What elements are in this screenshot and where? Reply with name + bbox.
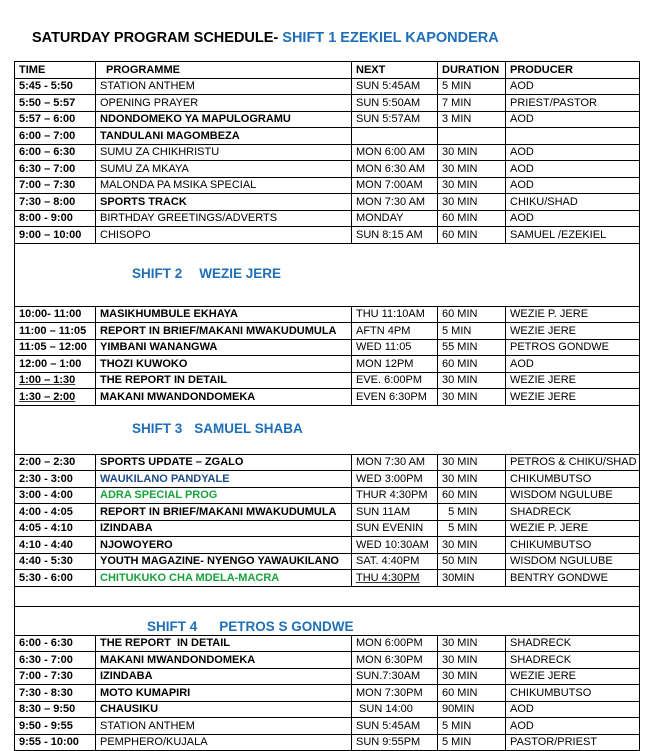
cell-duration: 30 MIN [438,537,506,554]
shift3-name: SAMUEL SHABA [194,421,303,436]
cell-programme: WAUKILANO PANDYALE [96,471,352,488]
table-row [15,227,640,244]
cell-programme: REPORT IN BRIEF/MAKANI MWAKUDUMULA [96,504,352,521]
table-row [15,356,640,373]
header-next: NEXT [352,62,438,79]
cell-next: WED 3:00PM [352,471,438,488]
cell-programme: YOUTH MAGAZINE- NYENGO YAWAUKILANO [96,553,352,570]
cell-duration: 30 MIN [438,454,506,471]
cell-duration: 30 MIN [438,161,506,178]
header-time: TIME [15,62,96,79]
cell-programme: SUMU ZA MKAYA [96,161,352,178]
cell-next: AFTN 4PM [352,323,438,340]
cell-next: THUR 4:30PM [352,487,438,504]
cell-programme: PEMPHERO/KUJALA [96,734,352,751]
cell-programme: MASIKHUMBULE EKHAYA [96,306,352,323]
table-row [15,194,640,211]
cell-next: SAT. 4:40PM [352,553,438,570]
cell-next: MON 7:30 AM [352,454,438,471]
cell-producer: WEZIE JERE [506,372,640,389]
cell-next: MONDAY [352,210,438,227]
cell-time: 3:00 - 4:00 [15,487,96,504]
cell-producer: PRIEST/PASTOR [506,95,640,112]
cell-next: MON 6:00 AM [352,144,438,161]
cell-time: 2:00 – 2:30 [15,454,96,471]
cell-next: SUN EVENIN [352,520,438,537]
cell-duration: 5 MIN [438,718,506,735]
cell-time: 8:30 – 9:50 [15,701,96,718]
table-row [15,95,640,112]
cell-producer: WEZIE P. JERE [506,520,640,537]
cell-programme: SUMU ZA CHIKHRISTU [96,144,352,161]
cell-producer: SHADRECK [506,635,640,652]
cell-duration: 30 MIN [438,652,506,669]
cell-producer: WEZIE JERE [506,389,640,406]
table-row [15,210,640,227]
cell-producer: WISDOM NGULUBE [506,553,640,570]
cell-duration: 30 MIN [438,177,506,194]
cell-producer: SHADRECK [506,504,640,521]
cell-time: 5:50 – 5:57 [15,95,96,112]
cell-duration: 30 MIN [438,668,506,685]
blank-cell [15,586,640,606]
cell-producer: SHADRECK [506,652,640,669]
cell-next: THU 11:10AM [352,306,438,323]
table-row [15,685,640,702]
cell-duration: 5 MIN [438,323,506,340]
cell-programme: YIMBANI WANANGWA [96,339,352,356]
table-row [15,635,640,652]
cell-time: 2:30 - 3:00 [15,471,96,488]
cell-producer: CHIKU/SHAD [506,194,640,211]
cell-time [15,389,96,406]
header-duration: DURATION [438,62,506,79]
header-programme: PROGRAMME [96,62,352,79]
cell-next [352,570,438,587]
cell-producer: PASTOR/PRIEST [506,734,640,751]
cell-duration: 30 MIN [438,635,506,652]
cell-duration: 60 MIN [438,210,506,227]
table-row [15,668,640,685]
shift4-name: PETROS S GONDWE [219,618,354,634]
table-row [15,111,640,128]
cell-next: WED 10:30AM [352,537,438,554]
cell-next: MON 6:00PM [352,635,438,652]
cell-next: SUN.7:30AM [352,668,438,685]
cell-time: 7:00 - 7:30 [15,668,96,685]
section-row-shift2 [15,243,640,306]
cell-duration: 90MIN [438,701,506,718]
shift2-heading [15,243,640,306]
cell-time: 7:30 – 8:00 [15,194,96,211]
cell-time [15,372,96,389]
cell-programme: CHITUKUKO CHA MDELA-MACRA [96,570,352,587]
header-producer: PRODUCER [506,62,640,79]
table-row [15,487,640,504]
table-row [15,177,640,194]
cell-duration: 55 MIN [438,339,506,356]
schedule-table [14,61,640,751]
table-row [15,323,640,340]
header-row [15,62,640,79]
cell-programme: THOZI KUWOKO [96,356,352,373]
cell-programme: IZINDABA [96,520,352,537]
cell-producer: WEZIE JERE [506,323,640,340]
cell-producer: AOD [506,210,640,227]
table-row [15,161,640,178]
cell-time: 7:00 – 7:30 [15,177,96,194]
cell-programme: IZINDABA [96,668,352,685]
cell-time: 9:55 - 10:00 [15,734,96,751]
cell-duration: 30 MIN [438,471,506,488]
cell-time: 12:00 – 1:00 [15,356,96,373]
cell-time: 11:00 – 11:05 [15,323,96,340]
cell-programme: ADRA SPECIAL PROG [96,487,352,504]
shift3-number: SHIFT 3 [132,421,183,436]
cell-next: SUN 5:45AM [352,718,438,735]
cell-producer: AOD [506,161,640,178]
cell-next: MON 12PM [352,356,438,373]
cell-duration: 60 MIN [438,356,506,373]
shift4-number: SHIFT 4 [147,618,198,634]
shift4-heading [15,606,640,635]
cell-time: 10:00- 11:00 [15,306,96,323]
cell-producer: CHIKUMBUTSO [506,685,640,702]
cell-duration: 5 MIN [438,734,506,751]
cell-programme: THE REPORT IN DETAIL [96,635,352,652]
section-row-shift4 [15,606,640,635]
cell-duration: 50 MIN [438,553,506,570]
cell-producer: AOD [506,177,640,194]
cell-producer: AOD [506,144,640,161]
cell-producer: AOD [506,718,640,735]
cell-producer: WISDOM NGULUBE [506,487,640,504]
cell-programme: NDONDOMEKO YA MAPULOGRAMU [96,111,352,128]
cell-time-text: 1:30 – 2:00 [19,390,76,403]
cell-programme: MAKANI MWANDONDOMEKA [96,389,352,406]
cell-programme: CHISOPO [96,227,352,244]
cell-producer: CHIKUMBUTSO [506,537,640,554]
cell-programme: NJOWOYERO [96,537,352,554]
cell-producer: WEZIE JERE [506,668,640,685]
cell-duration: 5 MIN [438,504,506,521]
table-row [15,701,640,718]
cell-producer: SAMUEL /EZEKIEL [506,227,640,244]
table-row [15,553,640,570]
cell-programme: CHAUSIKU [96,701,352,718]
cell-producer: CHIKUMBUTSO [506,471,640,488]
cell-duration: 60 MIN [438,227,506,244]
cell-time: 5:45 - 5:50 [15,78,96,95]
cell-programme: OPENING PRAYER [96,95,352,112]
cell-duration: 5 MIN [438,520,506,537]
cell-time: 6:00 – 6:30 [15,144,96,161]
cell-duration: 5 MIN [438,78,506,95]
table-row [15,144,640,161]
cell-next: MON 6:30 AM [352,161,438,178]
section-row-shift3 [15,405,640,454]
cell-producer: AOD [506,78,640,95]
cell-time: 4:05 - 4:10 [15,520,96,537]
table-row [15,306,640,323]
cell-time: 4:10 - 4:40 [15,537,96,554]
cell-next: EVEN 6:30PM [352,389,438,406]
cell-next [352,128,438,145]
cell-programme: STATION ANTHEM [96,718,352,735]
cell-duration: 7 MIN [438,95,506,112]
cell-producer: WEZIE P. JERE [506,306,640,323]
cell-time: 5:30 - 6:00 [15,570,96,587]
cell-time-text: 1:00 – 1:30 [19,374,76,387]
cell-duration: 3 MIN [438,111,506,128]
table-row [15,471,640,488]
cell-duration: 60 MIN [438,306,506,323]
table-row [15,372,640,389]
cell-producer: PETROS & CHIKU/SHAD [506,454,640,471]
page-title [32,30,499,46]
table-row [15,570,640,587]
table-row [15,520,640,537]
cell-next: SUN 14:00 [352,701,438,718]
cell-duration: 30 MIN [438,389,506,406]
cell-duration: 30 MIN [438,194,506,211]
cell-programme: BIRTHDAY GREETINGS/ADVERTS [96,210,352,227]
cell-programme: MALONDA PA MSIKA SPECIAL [96,177,352,194]
table-row [15,652,640,669]
table-row [15,128,640,145]
cell-next: WED 11:05 [352,339,438,356]
cell-duration: 30 MIN [438,372,506,389]
cell-duration: 60 MIN [438,487,506,504]
cell-next: SUN 9:55PM [352,734,438,751]
cell-next: MON 7:00AM [352,177,438,194]
cell-duration: 30MIN [438,570,506,587]
cell-time: 4:40 - 5:30 [15,553,96,570]
cell-next: SUN 5:45AM [352,78,438,95]
cell-producer: AOD [506,701,640,718]
cell-duration: 60 MIN [438,685,506,702]
cell-time: 9:50 - 9:55 [15,718,96,735]
table-row [15,504,640,521]
cell-producer: AOD [506,111,640,128]
cell-producer: BENTRY GONDWE [506,570,640,587]
cell-time: 6:00 – 7:00 [15,128,96,145]
title-shift1: SHIFT 1 EZEKIEL KAPONDERA [282,30,499,46]
cell-programme: THE REPORT IN DETAIL [96,372,352,389]
cell-time: 7:30 - 8:30 [15,685,96,702]
cell-time: 5:57 – 6:00 [15,111,96,128]
table-row [15,718,640,735]
cell-next: MON 7:30PM [352,685,438,702]
title-prefix: SATURDAY PROGRAM SCHEDULE- [32,30,283,46]
shift2-number: SHIFT 2 [132,266,183,281]
cell-next: MON 7:30 AM [352,194,438,211]
cell-programme: REPORT IN BRIEF/MAKANI MWAKUDUMULA [96,323,352,340]
cell-next: EVE. 6:00PM [352,372,438,389]
cell-time: 8:00 - 9:00 [15,210,96,227]
cell-producer [506,128,640,145]
cell-next: SUN 11AM [352,504,438,521]
blank-row [15,586,640,606]
cell-time: 9:00 – 10:00 [15,227,96,244]
cell-next: SUN 8:15 AM [352,227,438,244]
cell-time: 6:30 - 7:00 [15,652,96,669]
cell-duration [438,128,506,145]
cell-duration: 30 MIN [438,144,506,161]
cell-programme: STATION ANTHEM [96,78,352,95]
shift2-name: WEZIE JERE [199,266,282,281]
cell-time: 4:00 - 4:05 [15,504,96,521]
cell-producer: AOD [506,356,640,373]
cell-programme: SPORTS UPDATE – ZGALO [96,454,352,471]
cell-programme: TANDULANI MAGOMBEZA [96,128,352,145]
cell-next: SUN 5:50AM [352,95,438,112]
shift3-heading [15,405,640,454]
cell-time: 11:05 – 12:00 [15,339,96,356]
table-row [15,454,640,471]
cell-programme: MAKANI MWANDONDOMEKA [96,652,352,669]
cell-time: 6:00 - 6:30 [15,635,96,652]
cell-next: MON 6:30PM [352,652,438,669]
table-row [15,537,640,554]
cell-programme: SPORTS TRACK [96,194,352,211]
cell-next: SUN 5:57AM [352,111,438,128]
cell-producer: PETROS GONDWE [506,339,640,356]
table-row [15,389,640,406]
table-row [15,734,640,751]
table-row [15,78,640,95]
cell-next-text: THU 4:30PM [356,571,420,584]
cell-time: 6:30 – 7:00 [15,161,96,178]
table-row [15,339,640,356]
cell-programme: MOTO KUMAPIRI [96,685,352,702]
